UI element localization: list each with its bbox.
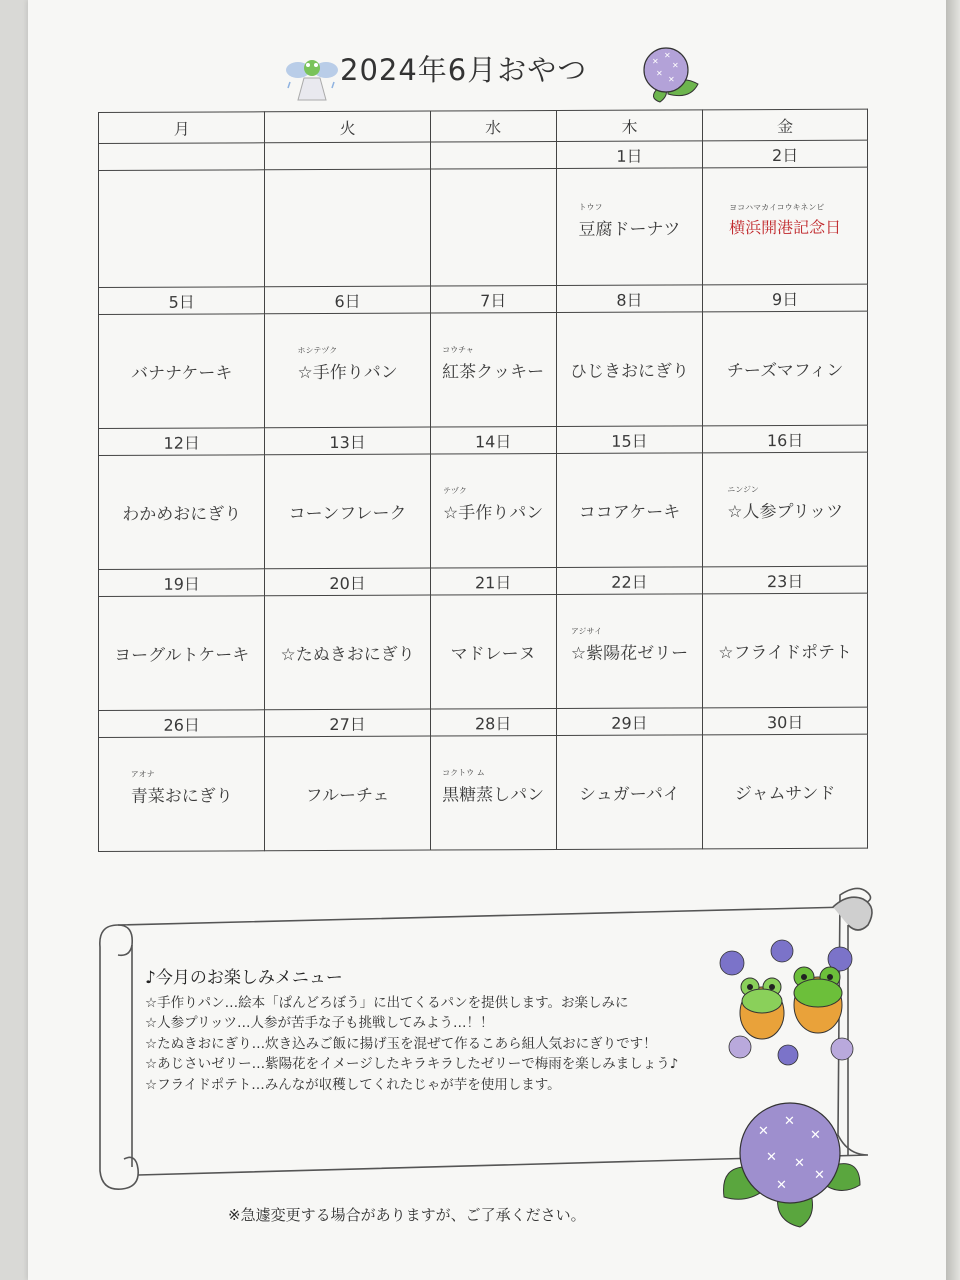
menu-row	[99, 734, 868, 851]
menu-cell	[703, 167, 868, 285]
menu-reading: テヅク	[443, 486, 467, 496]
date-cell: 1日	[556, 141, 703, 169]
menu-row	[99, 593, 868, 710]
svg-text:✕: ✕	[776, 1178, 787, 1193]
hydrangea-icon	[638, 44, 708, 104]
menu-cell	[265, 595, 430, 710]
svg-text:✕: ✕	[656, 69, 663, 78]
menu-cell	[703, 734, 868, 849]
menu-reading: コウチャ	[442, 345, 474, 355]
menu-cell	[430, 736, 556, 851]
date-cell: 7日	[430, 286, 556, 314]
menu-name: マドレーヌ	[450, 644, 536, 665]
weekday-header-row	[99, 109, 868, 143]
menu-item	[570, 356, 689, 382]
menu-name: 豆腐ドーナツ	[578, 218, 681, 240]
menu-cell	[99, 455, 265, 570]
date-cell: 6日	[265, 286, 430, 314]
menu-name: ☆人参プリッツ	[727, 501, 844, 523]
note-line: ☆人参プリッツ…人参が苦手な子も挑戦してみよう…！！	[145, 1015, 494, 1031]
menu-item	[570, 626, 689, 664]
menu-cell	[430, 313, 556, 428]
notes-section	[145, 968, 755, 1095]
menu-reading: トウフ	[578, 202, 603, 212]
date-row	[99, 425, 868, 455]
date-cell: 8日	[556, 285, 703, 313]
menu-item	[579, 779, 680, 804]
menu-name: ☆手作りパン	[443, 503, 544, 524]
svg-text:✕: ✕	[664, 51, 671, 60]
menu-name: 青菜おにぎり	[130, 786, 233, 807]
svg-text:✕: ✕	[766, 1150, 777, 1165]
menu-row	[99, 311, 868, 428]
date-cell	[99, 143, 265, 171]
date-cell	[430, 142, 556, 170]
menu-name: ☆フライドポテト	[718, 642, 853, 664]
menu-name: ヨーグルトケーキ	[114, 645, 250, 666]
menu-name: コーンフレーク	[288, 503, 407, 525]
menu-cell	[556, 312, 703, 427]
svg-text:✕: ✕	[810, 1128, 821, 1143]
menu-item	[727, 485, 844, 523]
menu-reading: アジサイ	[570, 626, 602, 636]
note-line: ☆手作りパン…絵本「ぱんどろぼう」に出てくるパンを提供します。お楽しみに	[145, 994, 629, 1011]
menu-item	[729, 202, 842, 237]
menu-item	[735, 779, 835, 804]
date-cell: 9日	[703, 284, 868, 312]
menu-cell	[99, 737, 265, 852]
menu-name: ☆手作りパン	[297, 362, 398, 384]
menu-item	[297, 345, 398, 384]
menu-cell	[265, 736, 430, 851]
menu-name: わかめおにぎり	[122, 504, 242, 525]
note-line: ☆たぬきおにぎり…炊き込みご飯に揚げ玉を混ぜて作るこあら組人気おにぎりです！	[145, 1035, 657, 1052]
menu-row	[99, 167, 868, 287]
date-cell: 19日	[99, 569, 265, 597]
weekday-thu: 木	[556, 110, 703, 142]
date-cell: 5日	[99, 287, 265, 315]
svg-text:✕: ✕	[758, 1124, 769, 1139]
menu-name: ひじきおにぎり	[569, 361, 689, 382]
date-row	[99, 707, 868, 737]
menu-cell	[556, 735, 703, 850]
menu-item	[727, 356, 843, 382]
svg-text:✕: ✕	[672, 61, 679, 70]
menu-cell	[703, 593, 868, 708]
date-row	[99, 566, 868, 596]
menu-row	[99, 452, 868, 569]
menu-cell	[430, 454, 556, 569]
menu-name: バナナケーキ	[131, 363, 233, 384]
menu-item	[451, 639, 536, 664]
menu-reading: ホシテヅク	[297, 345, 338, 356]
menu-item	[130, 769, 233, 807]
weekday-fri: 金	[703, 109, 868, 141]
footer-note: ※急遽変更する場合がありますが、ご了承ください。	[228, 1206, 586, 1224]
date-cell: 29日	[556, 708, 703, 736]
date-cell: 28日	[430, 709, 556, 737]
date-cell: 15日	[556, 426, 703, 454]
menu-name: 紅茶クッキー	[442, 362, 545, 383]
menu-item	[442, 345, 545, 383]
menu-cell	[265, 169, 430, 287]
menu-item	[114, 640, 249, 666]
menu-name: シュガーパイ	[579, 784, 680, 805]
weekday-mon: 月	[99, 112, 265, 144]
menu-item	[280, 640, 414, 666]
svg-text:✕: ✕	[668, 75, 675, 84]
date-cell: 26日	[99, 710, 265, 738]
menu-cell	[99, 596, 265, 711]
svg-text:✕: ✕	[814, 1168, 825, 1183]
date-cell: 22日	[556, 567, 703, 595]
date-cell: 21日	[430, 568, 556, 596]
date-cell: 2日	[703, 140, 868, 168]
menu-item	[442, 768, 545, 806]
svg-text:✕: ✕	[652, 57, 659, 66]
menu-name: 黒糖蒸しパン	[442, 785, 545, 806]
menu-item	[289, 499, 407, 525]
menu-cell	[265, 313, 430, 428]
notes-heading: ♪今月のお楽しみメニュー	[145, 968, 343, 988]
menu-cell	[430, 169, 556, 287]
menu-name: ☆紫陽花ゼリー	[570, 643, 689, 664]
date-cell: 12日	[99, 428, 265, 456]
note-line: ☆あじさいゼリー…紫陽花をイメージしたキラキラしたゼリーで梅雨を楽しみましょう♪	[145, 1056, 679, 1072]
menu-cell	[265, 454, 430, 569]
date-cell: 20日	[265, 568, 430, 596]
menu-reading: コクトウ ム	[442, 768, 485, 778]
date-cell: 30日	[703, 707, 868, 735]
date-cell: 27日	[265, 709, 430, 737]
svg-text:✕: ✕	[794, 1156, 805, 1171]
menu-cell	[703, 452, 868, 567]
page-edge	[946, 0, 960, 1280]
date-cell: 16日	[703, 425, 868, 453]
menu-cell	[703, 311, 868, 426]
menu-item	[579, 497, 681, 522]
menu-item	[443, 486, 544, 524]
menu-cell	[556, 453, 703, 568]
menu-item	[122, 499, 241, 525]
menu-cell	[556, 594, 703, 709]
menu-item	[718, 638, 852, 664]
menu-name: チーズマフィン	[726, 360, 844, 382]
date-cell: 23日	[703, 566, 868, 594]
date-row	[99, 284, 868, 314]
date-row	[99, 140, 868, 170]
weekday-tue: 火	[265, 111, 430, 143]
rain-frog-icon	[284, 56, 340, 102]
menu-name: ココアケーキ	[578, 502, 681, 523]
menu-name: フルーチェ	[305, 785, 390, 807]
menu-name: 横浜開港記念日	[729, 217, 842, 237]
menu-cell	[430, 595, 556, 710]
date-cell: 14日	[430, 427, 556, 455]
menu-cell	[99, 314, 265, 429]
page-title: 2024年6月おやつ	[340, 53, 588, 87]
menu-item	[131, 358, 232, 383]
menu-item	[578, 202, 681, 240]
note-line: ☆フライドポテト…みんなが収穫してくれたじゃが芋を使用します。	[145, 1076, 561, 1093]
weekday-wed: 水	[430, 111, 556, 143]
snack-calendar	[98, 109, 868, 852]
menu-cell	[99, 170, 265, 288]
menu-name: ジャムサンド	[734, 783, 836, 805]
menu-name: ☆たぬきおにぎり	[280, 644, 415, 666]
date-cell: 13日	[265, 427, 430, 455]
menu-reading: ニンジン	[727, 485, 759, 495]
menu-cell	[556, 168, 703, 286]
menu-item	[306, 781, 390, 806]
menu-reading: ヨコハマカイコウキネンビ	[729, 202, 825, 212]
date-cell	[265, 142, 430, 170]
svg-text:✕: ✕	[784, 1114, 795, 1129]
menu-reading: アオナ	[130, 769, 155, 779]
